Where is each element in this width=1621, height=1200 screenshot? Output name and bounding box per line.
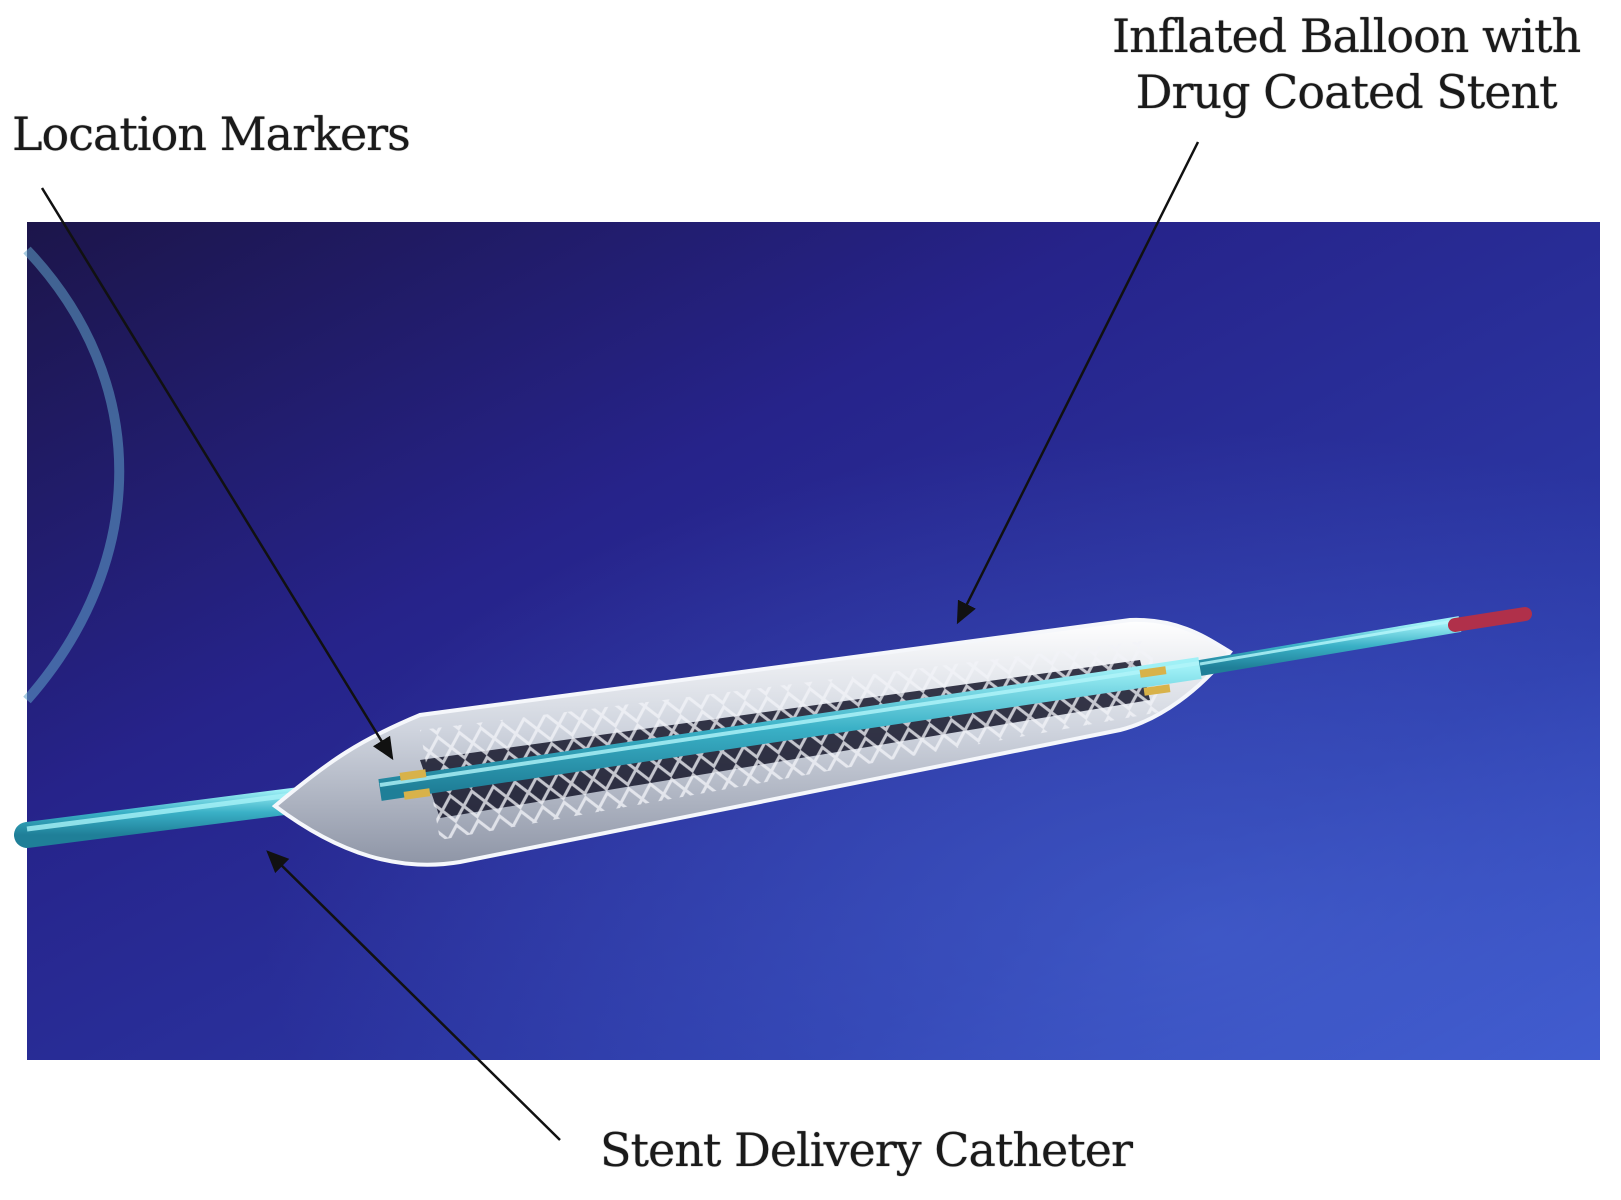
label-balloon-line1: Inflated Balloon with — [1112, 9, 1581, 63]
label-inflated-balloon — [1112, 8, 1580, 120]
label-location-markers: Location Markers — [12, 107, 410, 161]
label-balloon-line2: Drug Coated Stent — [1135, 65, 1557, 119]
label-delivery-catheter: Stent Delivery Catheter — [600, 1123, 1132, 1177]
